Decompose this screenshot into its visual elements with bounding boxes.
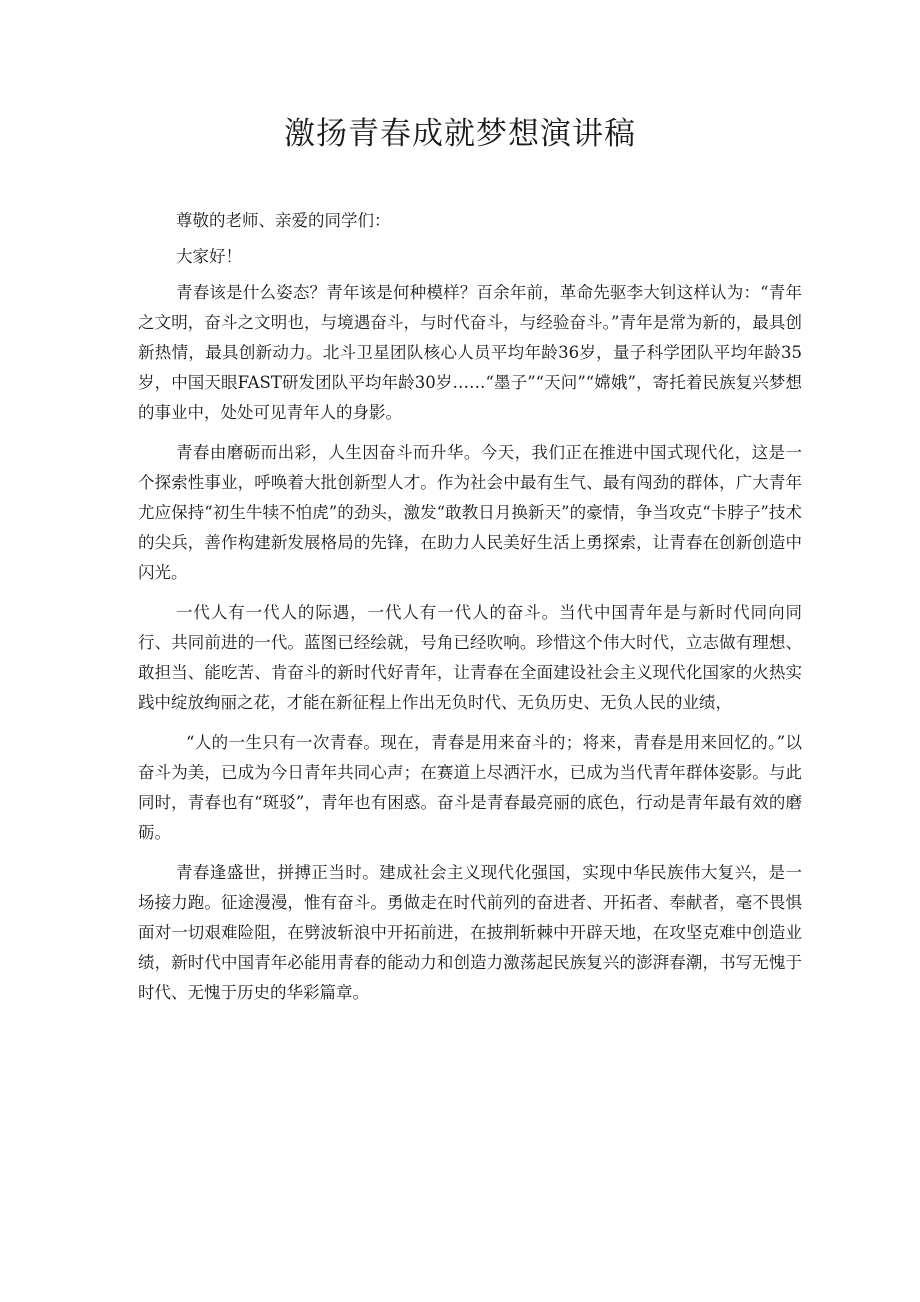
document-body bbox=[138, 206, 802, 1018]
paragraph-4: “人的一生只有一次青春。现在，青春是用来奋斗的；将来，青春是用来回忆的。”以奋斗为美，已成为今日青年共同心声；在赛道上尽洒汗水，已成为当代青年群体姿影。与此同时，青春也有“斑驳”，青年也有困惑。奋斗是青春最亮丽的底色，行动是青年最有效的磨砺。 bbox=[138, 733, 802, 842]
paragraph-5: 青春逢盛世，拼搏正当时。建成社会主义现代化强国，实现中华民族伟大复兴，是一场接力跑。征途漫漫，惟有奋斗。勇做走在时代前列的奋进者、开拓者、奉献者，毫不畏惧面对一切艰难险阻，在劈波斩浪中开拓前进，在披荆斩棘中开辟天地，在攻坚克难中创造业绩，新时代中国青年必能用青春的能动力和创造力激荡起民族复兴的澎湃春潮，书写无愧于时代、无愧于历史的华彩篇章。 bbox=[138, 863, 802, 1002]
salutation: 尊敬的老师、亲爱的同学们： bbox=[176, 211, 391, 230]
paragraph-2: 青春由磨砺而出彩，人生因奋斗而升华。今天，我们正在推进中国式现代化，这是一个探索性事业，呼唤着大批创新型人才。作为社会中最有生气、最有闯劲的群体，广大青年尤应保持“初生牛犊不怕虎”的劲头，激发“敢教日月换新天”的豪情，争当攻克“卡脖子”技术的尖兵，善作构建新发展格局的先锋，在助力人民美好生活上勇探索，让青春在创新创造中闪光。 bbox=[138, 443, 802, 582]
greeting: 大家好！ bbox=[176, 247, 242, 266]
document-title: 激扬青春成就梦想演讲稿 bbox=[284, 116, 636, 152]
paragraph-3: 一代人有一代人的际遇，一代人有一代人的奋斗。当代中国青年是与新时代同向同行、共同前进的一代。蓝图已经绘就，号角已经吹响。珍惜这个伟大时代，立志做有理想、敢担当、能吃苦、肯奋斗的新时代好青年，让青春在全面建设社会主义现代化国家的火热实践中绽放绚丽之花，才能在新征程上作出无负时代、无负历史、无负人民的业绩， bbox=[138, 603, 802, 712]
paragraph-1: 青春该是什么姿态？青年该是何种模样？百余年前，革命先驱李大钊这样认为：“青年之文明，奋斗之文明也，与境遇奋斗，与时代奋斗，与经验奋斗。”青年是常为新的，最具创新热情，最具创新动力。北斗卫星团队核心人员平均年龄36岁，量子科学团队平均年龄35岁，中国天眼FAST研发团队平均年龄30岁……“墨子”“天问”“嫦娥”，寄托着民族复兴梦想的事业中，处处可见青年人的身影。 bbox=[138, 283, 802, 422]
